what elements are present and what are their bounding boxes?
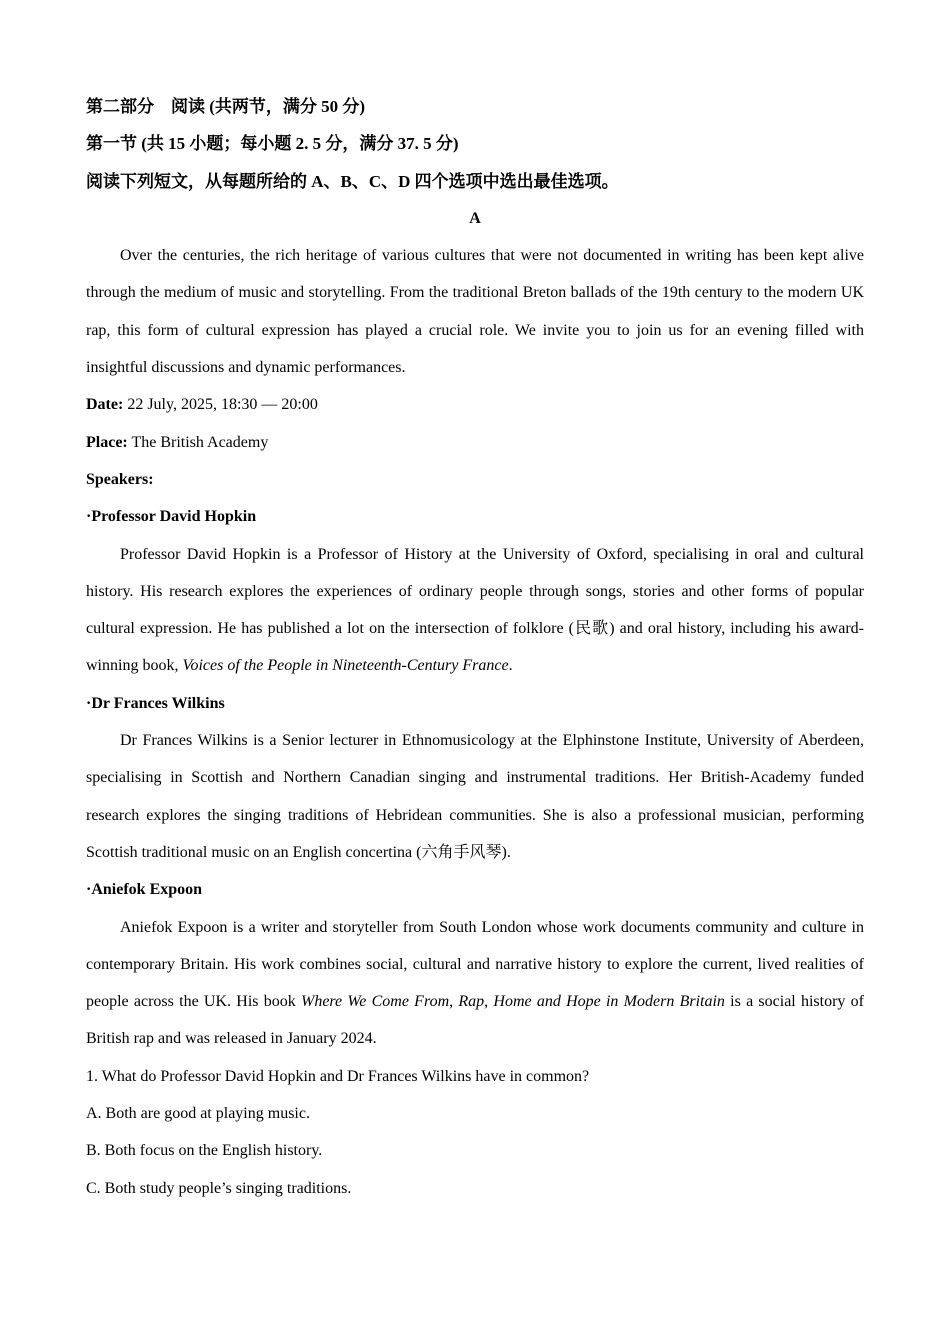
question-stem: 1. What do Professor David Hopkin and Dr Frances Wilkins have in common? bbox=[86, 1067, 590, 1085]
date-label: Date: bbox=[86, 396, 124, 414]
part-heading: 第二部分 阅读 (共两节，满分 50 分) bbox=[86, 97, 366, 116]
speaker-bio: Aniefok Expoon is a writer and storyteller from South London whose work documents community and culture in contemporary Britain. His work combines social, cultural and narrative history to explore the current, lived realities of people across the UK. His book Where We Come From, Rap, Home and Hope in Modern Britain is a social history of British rap and was released in January 2024. bbox=[86, 918, 865, 1048]
instruction: 阅读下列短文，从每题所给的 A、B、C、D 四个选项中选出最佳选项。 bbox=[86, 171, 619, 191]
option-c: C. Both study people’s singing traditions. bbox=[86, 1179, 352, 1197]
passage-label: A bbox=[469, 209, 481, 227]
speaker-name: ·Professor David Hopkin bbox=[86, 508, 257, 526]
date-value: 22 July, 2025, 18:30 — 20:00 bbox=[123, 396, 318, 414]
book-title: Voices of the People in Nineteenth-Century France bbox=[182, 657, 509, 675]
speaker-name: ·Aniefok Expoon bbox=[86, 881, 203, 899]
option-a: A. Both are good at playing music. bbox=[86, 1105, 310, 1123]
place-value: The British Academy bbox=[127, 433, 269, 451]
speaker-bio: Professor David Hopkin is a Professor of History at the University of Oxford, specialising in oral and cultural history. His research explores the experiences of ordinary people through songs, stories and other forms of popular cultural expression. He has published a lot on the intersection of folklore (民歌) and oral history, including his award-winning book, Voices of the People in Nineteenth-Century France. bbox=[86, 545, 864, 675]
place-label: Place: bbox=[86, 433, 128, 451]
event-date bbox=[86, 386, 864, 423]
option-b: B. Both focus on the English history. bbox=[86, 1142, 323, 1160]
speakers-label: Speakers: bbox=[86, 470, 154, 488]
document-page bbox=[86, 88, 864, 1207]
passage-intro: Over the centuries, the rich heritage of various cultures that were not documented in writing has been kept alive through the medium of music and storytelling. From the traditional Breton ballads of the 19th century to the modern UK rap, this form of cultural expression has played a crucial role. We invite you to join us for an evening filled with insightful discussions and dynamic performances. bbox=[86, 247, 864, 377]
speaker-name: ·Dr Frances Wilkins bbox=[86, 694, 225, 712]
speaker-bio: Dr Frances Wilkins is a Senior lecturer in Ethnomusicology at the Elphinstone Institute, University of Aberdeen, specialising in Scottish and Northern Canadian singing and instrumental traditions. Her British-Academy funded research explores the singing traditions of Hebridean communities. She is also a professional musician, performing Scottish traditional music on an English concertina (六角手风琴). bbox=[86, 732, 864, 861]
section-heading: 第一节 (共 15 小题；每小题 2. 5 分，满分 37. 5 分) bbox=[86, 134, 459, 154]
book-title: Where We Come From, Rap, Home and Hope in Modern Britain bbox=[300, 993, 725, 1011]
event-place bbox=[86, 424, 864, 461]
